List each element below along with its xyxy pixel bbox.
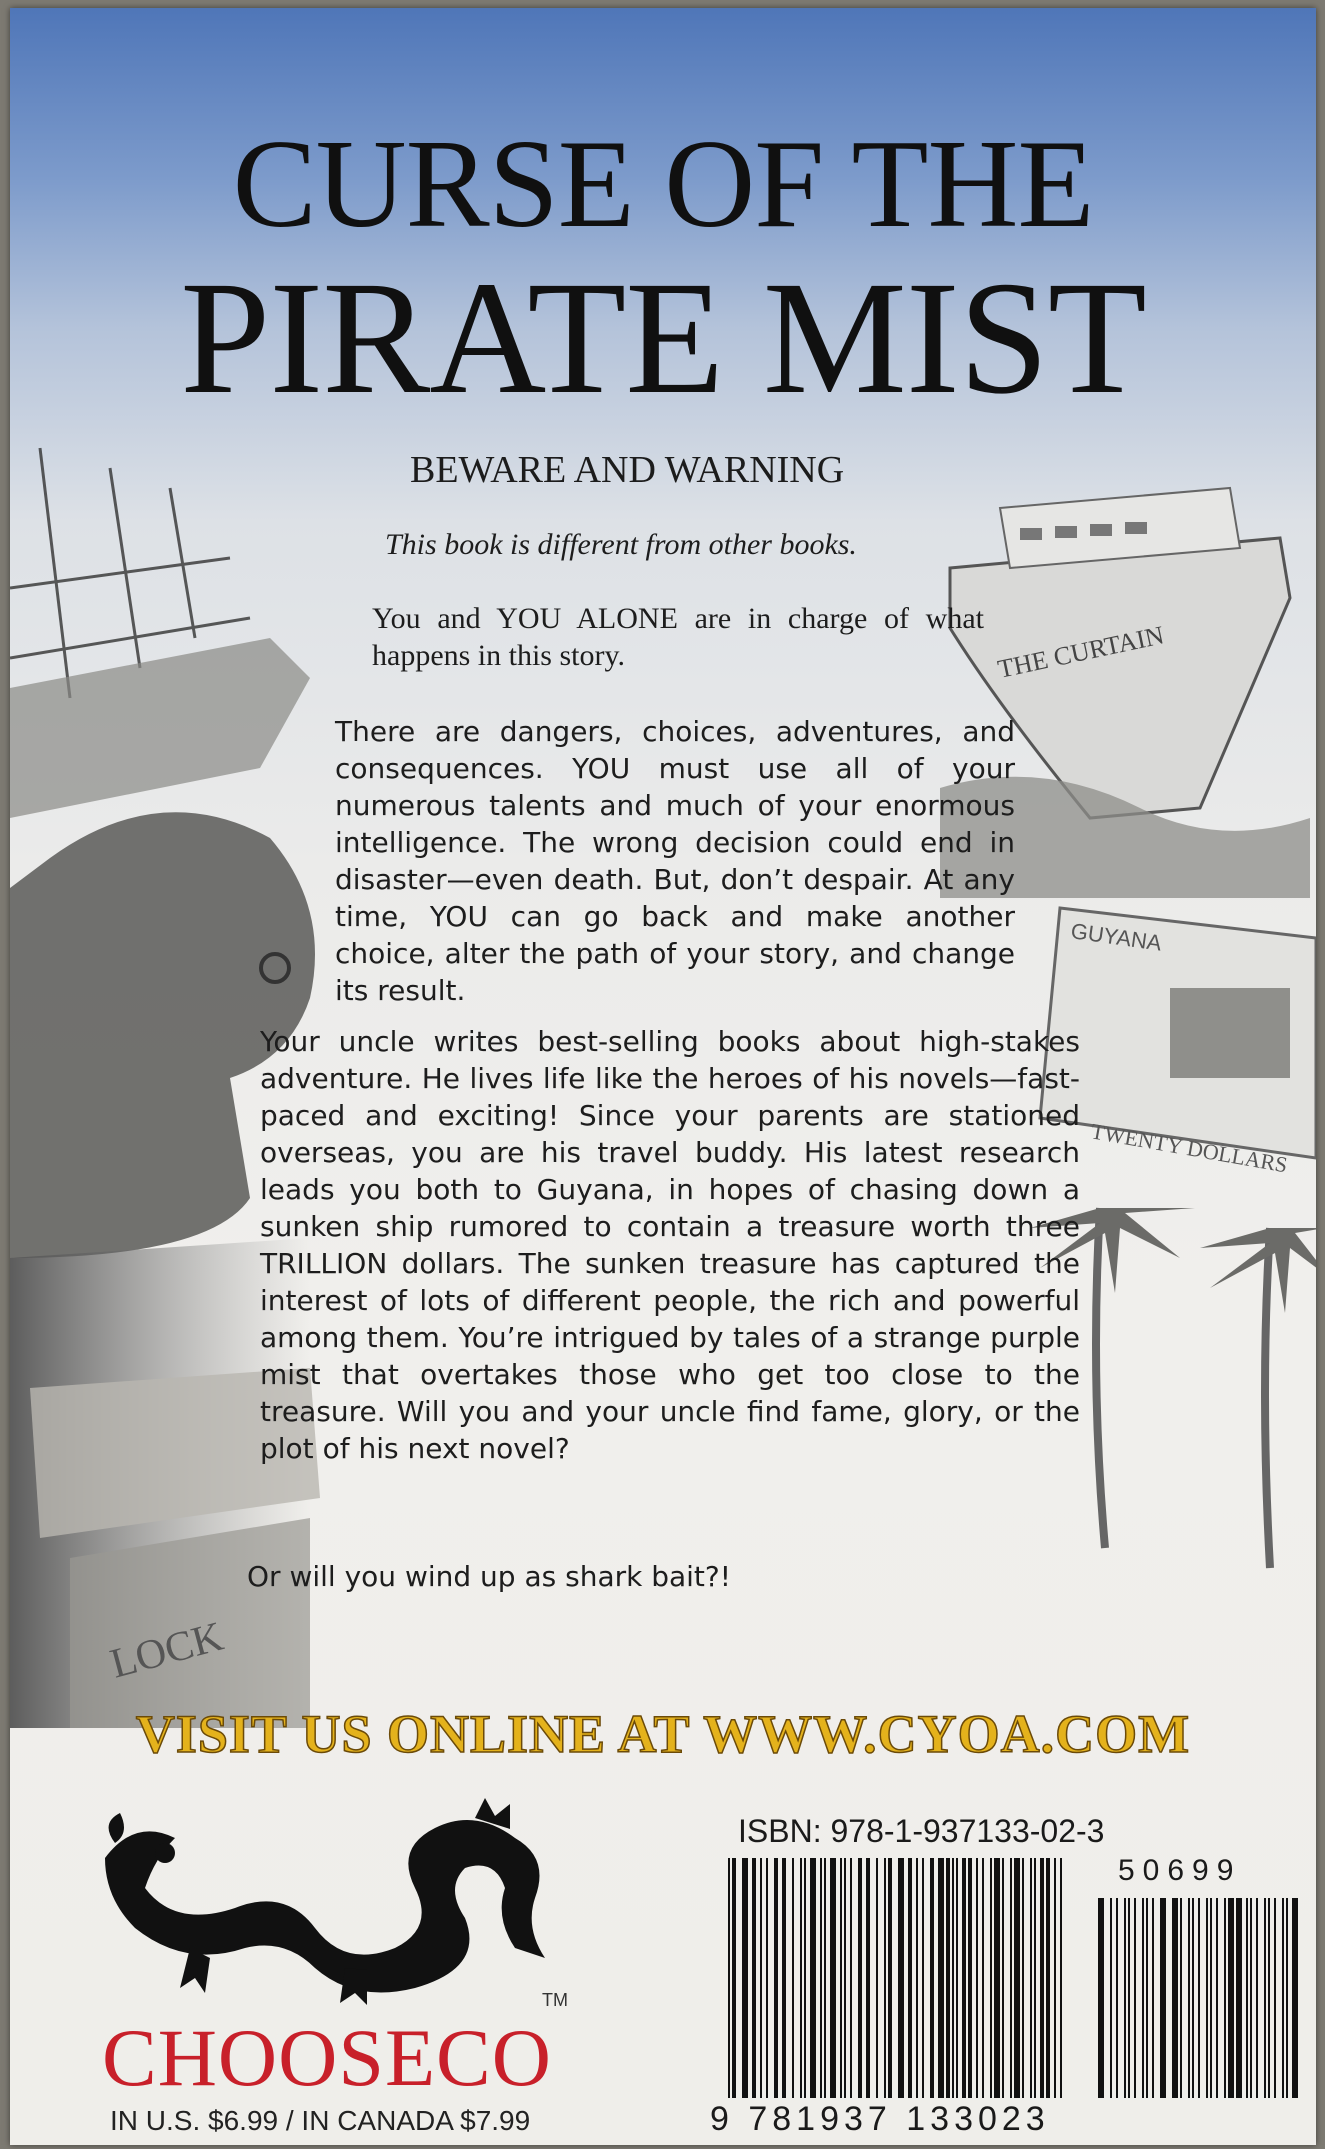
barcode-bar xyxy=(1286,1898,1288,2098)
barcode-bar xyxy=(824,1858,826,2098)
barcode-bar xyxy=(982,1858,984,2098)
barcode-bar xyxy=(1030,1858,1032,2098)
barcode-bar xyxy=(742,1858,748,2098)
barcode-bar xyxy=(1146,1898,1148,2098)
banknote-country-label: GUYANA xyxy=(1069,918,1164,956)
barcode-bar xyxy=(1152,1898,1154,2098)
publisher-name: CHOOSECO xyxy=(102,2012,552,2103)
barcode-bar xyxy=(968,1858,972,2098)
barcode-bar xyxy=(840,1858,842,2098)
barcode-bar xyxy=(844,1858,846,2098)
barcode-bar xyxy=(1198,1898,1200,2098)
barcode-bar xyxy=(1160,1898,1166,2098)
paragraph-dangers: There are dangers, choices, adventures, and consequences. YOU must use all of your numerous talents and much of your enormous intelligence. The wrong decision could end in disaster—even death. But, don’t despair. At any time, YOU can go back and make another choice, alter the path of your story, and change its result. xyxy=(335,715,1015,1007)
barcode-bar xyxy=(916,1858,918,2098)
barcode-bar xyxy=(1124,1898,1126,2098)
barcode-bar xyxy=(850,1858,852,2098)
barcode-bar xyxy=(976,1858,978,2098)
dragon-logo-icon xyxy=(95,1798,565,2008)
barcode-bar xyxy=(956,1858,958,2098)
barcode-bar xyxy=(1128,1898,1130,2098)
website-line[interactable]: VISIT US ONLINE AT WWW.CYOA.COM xyxy=(135,1704,1191,1764)
barcode-bar xyxy=(1210,1898,1212,2098)
banknote-value-label: TWENTY DOLLARS xyxy=(1089,1118,1290,1178)
barcode-bar xyxy=(1246,1898,1248,2098)
barcode-bar xyxy=(760,1858,762,2098)
barcode-bar xyxy=(1274,1898,1276,2098)
paragraph-alone: You and YOU ALONE are in charge of what happens in this story. xyxy=(372,602,984,672)
barcode-bar xyxy=(1134,1898,1136,2098)
chest-lock-label: LOCK xyxy=(105,1613,229,1688)
barcode-bar xyxy=(1264,1898,1266,2098)
barcode-bar xyxy=(876,1858,878,2098)
barcode-bar xyxy=(1228,1898,1234,2098)
barcode-bar xyxy=(866,1858,870,2098)
barcode-bar xyxy=(1172,1898,1178,2098)
barcode-bar xyxy=(962,1858,966,2098)
closing-line: Or will you wind up as shark bait?! xyxy=(247,1560,731,1593)
barcode-bar xyxy=(1282,1898,1284,2098)
barcode-bar xyxy=(1060,1858,1062,2098)
barcode-bar xyxy=(1206,1898,1208,2098)
barcode-bar xyxy=(1022,1858,1024,2098)
price-barcode xyxy=(1098,1898,1298,2098)
barcode-bar xyxy=(858,1858,862,2098)
barcode-bar xyxy=(1116,1898,1118,2098)
barcode-bar xyxy=(930,1858,934,2098)
barcode-bar xyxy=(1292,1898,1298,2098)
barcode-bar xyxy=(1192,1898,1194,2098)
barcode-bar xyxy=(810,1858,816,2098)
intro-line: This book is different from other books. xyxy=(385,528,857,561)
barcode-bar xyxy=(830,1858,836,2098)
barcode-bar xyxy=(1034,1858,1036,2098)
book-back-cover xyxy=(10,8,1316,2145)
barcode-bar xyxy=(1040,1858,1044,2098)
barcode-bar xyxy=(800,1858,802,2098)
barcode-bar xyxy=(1002,1858,1004,2098)
isbn-label: ISBN: 978-1-937133-02-3 xyxy=(738,1813,1105,1849)
barcode-bar xyxy=(1110,1898,1112,2098)
barcode-bar xyxy=(732,1858,736,2098)
barcode-bar xyxy=(752,1858,756,2098)
barcode-bar xyxy=(782,1858,786,2098)
barcode-bar xyxy=(922,1858,924,2098)
barcode-bar xyxy=(1188,1898,1190,2098)
barcode-bar xyxy=(952,1858,954,2098)
barcode-bar xyxy=(1250,1898,1252,2098)
barcode-bar xyxy=(1256,1898,1258,2098)
barcode-bar xyxy=(1216,1898,1218,2098)
barcode-bar xyxy=(1098,1898,1104,2098)
barcode-bar xyxy=(1014,1858,1020,2098)
ship-name-label: THE CURTAIN xyxy=(995,620,1167,684)
barcode-bar xyxy=(1010,1858,1012,2098)
isbn-barcode xyxy=(728,1858,1068,2098)
barcode-bar xyxy=(884,1858,886,2098)
barcode-bar xyxy=(1142,1898,1144,2098)
trademark-mark: TM xyxy=(542,1990,568,2010)
barcode-bar xyxy=(820,1858,822,2098)
barcode-number: 9 781937 133023 xyxy=(710,2100,1050,2138)
barcode-bar xyxy=(990,1858,992,2098)
barcode-bar xyxy=(946,1858,950,2098)
barcode-bar xyxy=(804,1858,806,2098)
price-label: IN U.S. $6.99 / IN CANADA $7.99 xyxy=(110,2105,531,2136)
barcode-bar xyxy=(1180,1898,1182,2098)
price-code-label: 50699 xyxy=(1118,1854,1242,1887)
barcode-bar xyxy=(1224,1898,1226,2098)
barcode-bar xyxy=(908,1858,912,2098)
barcode-bar xyxy=(1054,1858,1056,2098)
barcode-bar xyxy=(766,1858,768,2098)
barcode-bar xyxy=(728,1858,730,2098)
barcode-bar xyxy=(888,1858,892,2098)
barcode-bar xyxy=(1046,1858,1050,2098)
barcode-bar xyxy=(792,1858,794,2098)
barcode-bar xyxy=(1268,1898,1270,2098)
title-line-1: CURSE OF THE xyxy=(232,115,1094,254)
barcode-bar xyxy=(994,1858,1000,2098)
barcode-bar xyxy=(774,1858,778,2098)
warning-heading: BEWARE AND WARNING xyxy=(410,449,845,491)
paragraph-uncle: Your uncle writes best-selling books about high-stakes adventure. He lives life like the heroes of his novels—fast-paced and exciting! Since your parents are stationed overseas, you are his travel buddy. His latest research leads you both to Guyana, in hopes of chasing down a sunken ship rumored to contain a treasure worth three TRILLION dollars. The sunken treasure has captured the interest of lots of different people, the rich and powerful among them. You’re intrigued by tales of a strange purple mist that overtakes those who get too close to the treasure. Will you and your uncle find fame, glory, or the plot of his next novel? xyxy=(260,1025,1080,1465)
barcode-bar xyxy=(898,1858,904,2098)
barcode-bar xyxy=(1236,1898,1242,2098)
title-line-2: PIRATE MIST xyxy=(180,249,1146,428)
barcode-bar xyxy=(938,1858,944,2098)
